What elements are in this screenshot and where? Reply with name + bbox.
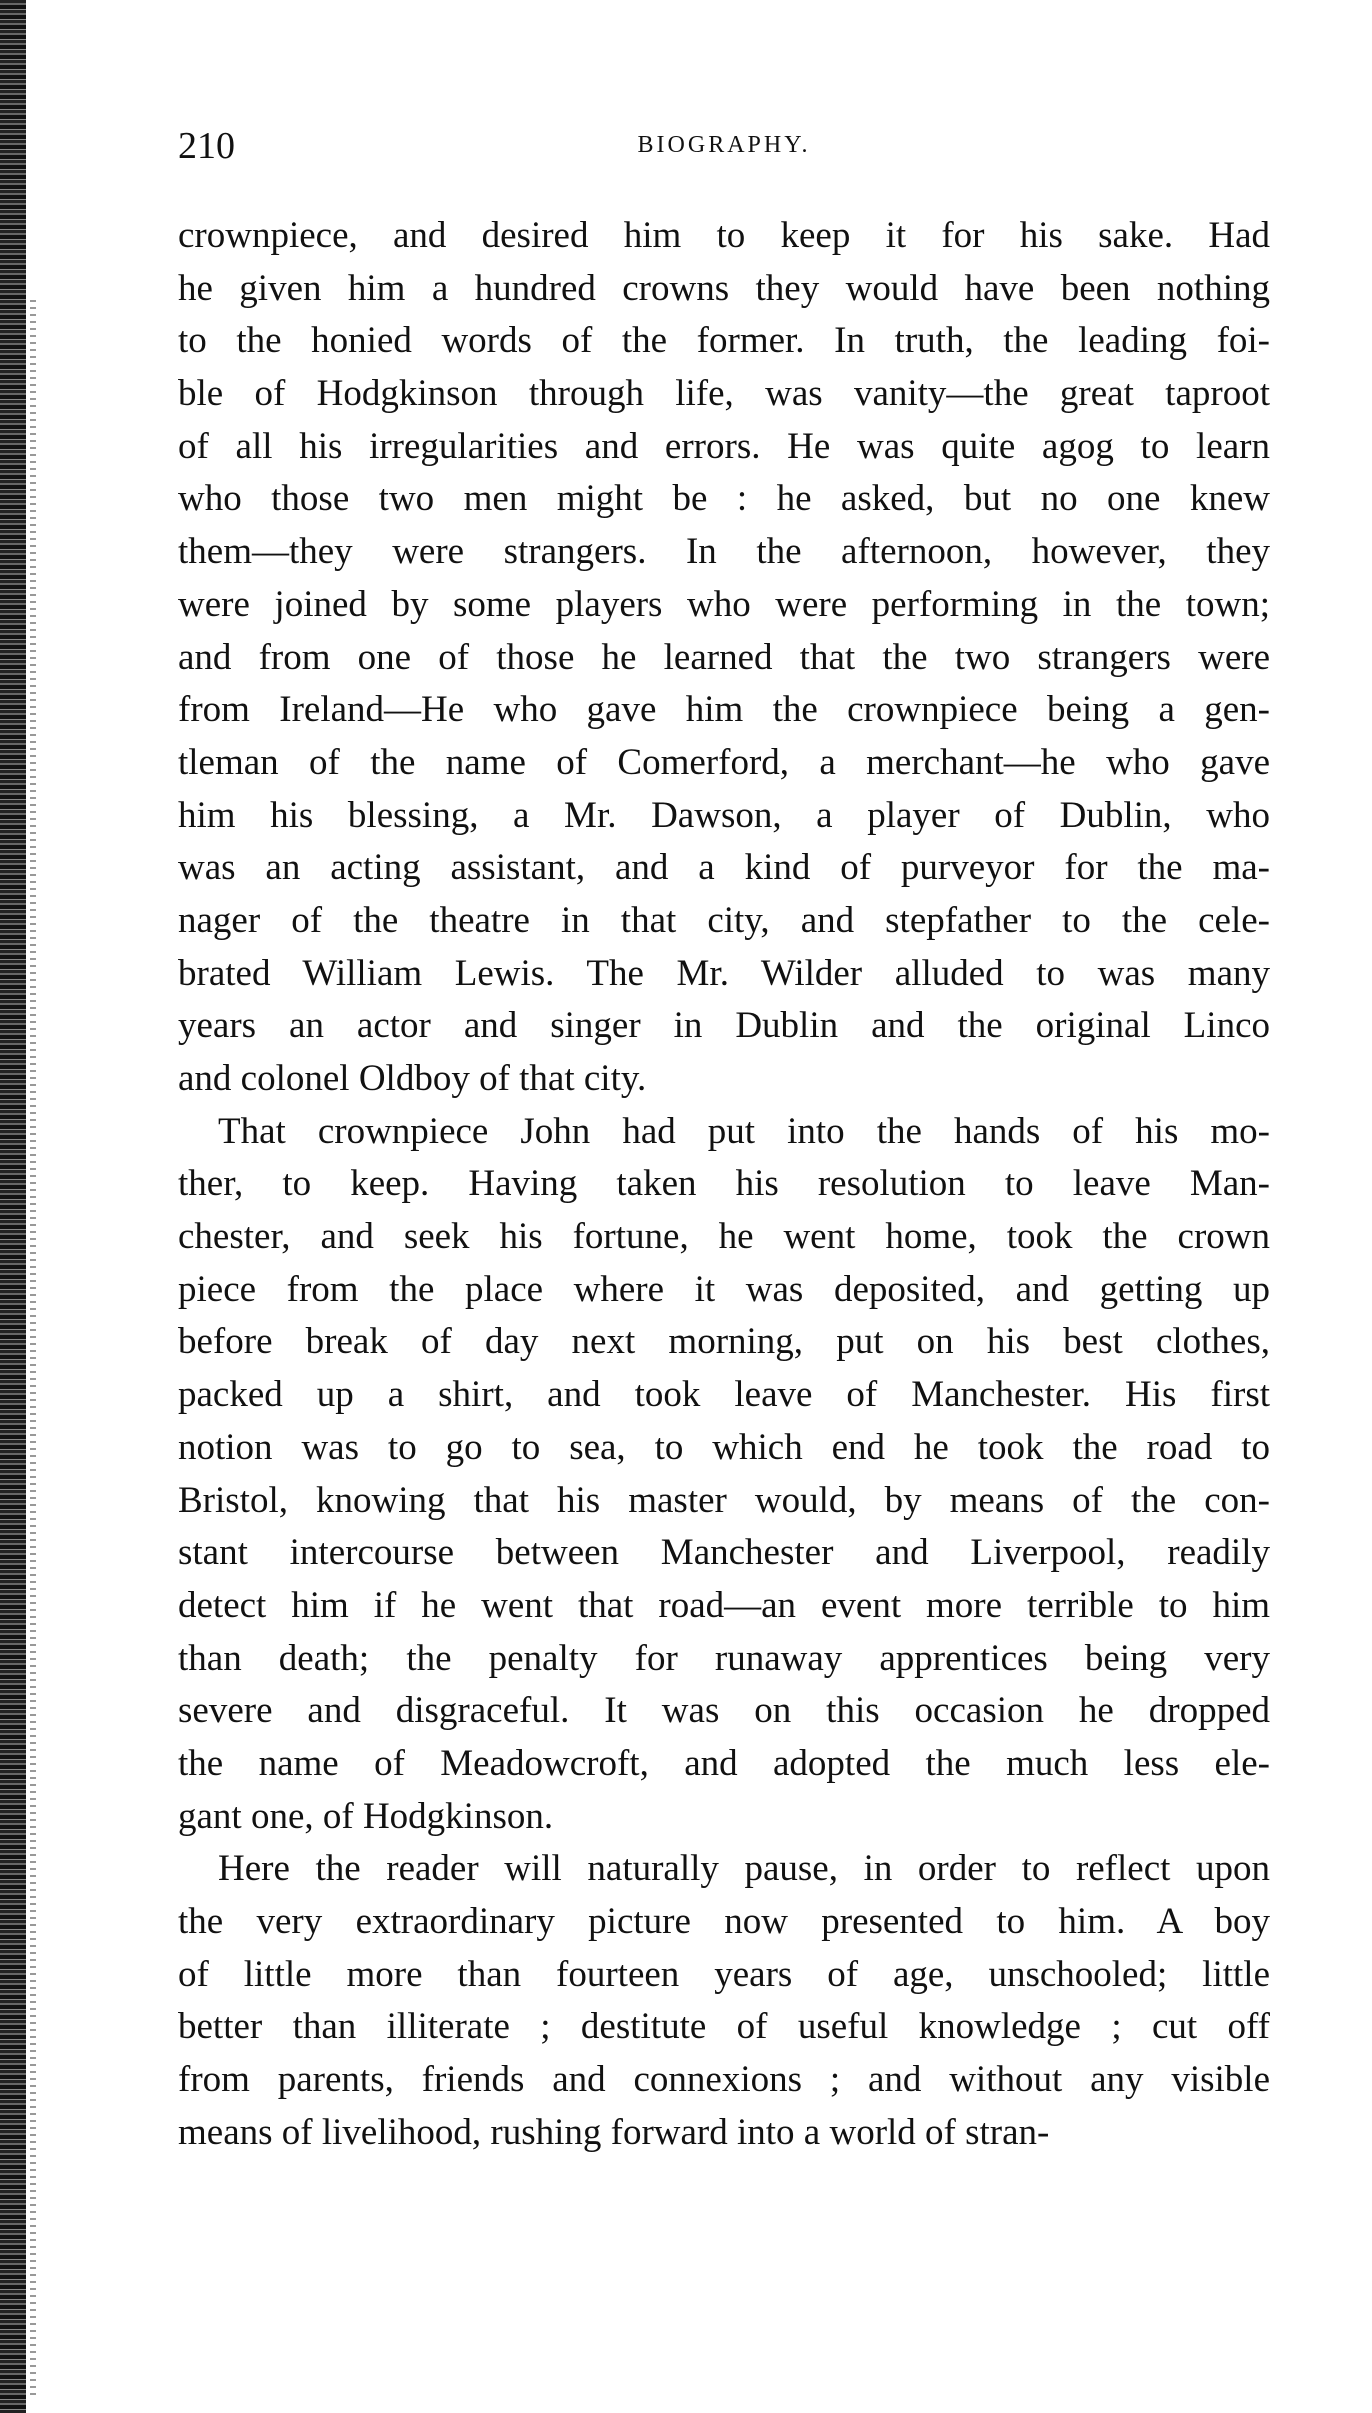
text-line: crownpiece, and desired him to keep it for his sake. Had xyxy=(178,215,1270,256)
book-binding-edge xyxy=(0,0,26,2413)
text-line: who those two men might be : he asked, but no one knew xyxy=(178,478,1270,520)
text-line: means of livelihood, rushing forward into a world of stran- xyxy=(178,2111,1050,2153)
text-line: he given him a hundred crowns they would have been nothing xyxy=(178,267,1270,309)
text-line: than death; the penalty for runaway apprentices being very xyxy=(178,1637,1270,1679)
text-line: nager of the theatre in that city, and stepfather to the cele- xyxy=(178,899,1270,941)
text-line: severe and disgraceful. It was on this occasion he dropped xyxy=(178,1690,1270,1732)
text-line: ther, to keep. Having taken his resolution to leave Man- xyxy=(178,1163,1270,1205)
text-line: notion was to go to sea, to which end he took the road to xyxy=(178,1426,1270,1468)
text-line: detect him if he went that road—an event more terrible to him xyxy=(178,1584,1270,1626)
text-line: gant one, of Hodgkinson. xyxy=(178,1795,554,1837)
page-body xyxy=(178,210,1270,2159)
page-number: 210 xyxy=(178,125,235,167)
text-line: years an actor and singer in Dublin and the original Linco xyxy=(178,1005,1270,1047)
text-line: them—they were strangers. In the afternoon, however, they xyxy=(178,531,1270,573)
text-line: Bristol, knowing that his master would, by means of the con- xyxy=(178,1479,1270,1521)
text-line: him his blessing, a Mr. Dawson, a player of Dublin, who xyxy=(178,794,1270,836)
text-line: That crownpiece John had put into the hands of his mo- xyxy=(218,1110,1270,1152)
text-line: packed up a shirt, and took leave of Manchester. His first xyxy=(178,1374,1270,1416)
text-line: the name of Meadowcroft, and adopted the much less ele- xyxy=(178,1742,1270,1784)
text-line: before break of day next morning, put on his best clothes, xyxy=(178,1321,1270,1363)
text-line: from parents, friends and connexions ; and without any visible xyxy=(178,2059,1270,2101)
text-line: the very extraordinary picture now presented to him. A boy xyxy=(178,1901,1270,1942)
text-line: was an acting assistant, and a kind of purveyor for the ma- xyxy=(178,847,1270,889)
text-line: of all his irregularities and errors. He was quite agog to learn xyxy=(178,425,1270,467)
text-line: and from one of those he learned that the two strangers were xyxy=(178,636,1270,678)
text-line: piece from the place where it was deposited, and getting up xyxy=(178,1268,1270,1310)
running-head: BIOGRAPHY. xyxy=(637,132,811,158)
page-header xyxy=(178,124,1270,174)
text-line: chester, and seek his fortune, he went home, took the crown xyxy=(178,1216,1270,1258)
text-line: better than illiterate ; destitute of useful knowledge ; cut off xyxy=(178,2006,1270,2048)
text-line: of little more than fourteen years of age, unschooled; little xyxy=(178,1953,1270,1995)
binding-shadow xyxy=(30,300,36,2400)
text-line: stant intercourse between Manchester and Liverpool, readily xyxy=(178,1532,1270,1574)
text-line: ble of Hodgkinson through life, was vanity—the great taproot xyxy=(178,373,1270,415)
text-line: and colonel Oldboy of that city. xyxy=(178,1058,647,1099)
text-line: from Ireland—He who gave him the crownpiece being a gen- xyxy=(178,689,1270,731)
text-line: Here the reader will naturally pause, in order to reflect upon xyxy=(218,1848,1270,1890)
text-line: were joined by some players who were performing in the town; xyxy=(178,583,1270,625)
text-line: to the honied words of the former. In truth, the leading foi- xyxy=(178,320,1270,362)
text-line: brated William Lewis. The Mr. Wilder alluded to was many xyxy=(178,952,1270,994)
text-line: tleman of the name of Comerford, a merchant—he who gave xyxy=(178,741,1270,783)
